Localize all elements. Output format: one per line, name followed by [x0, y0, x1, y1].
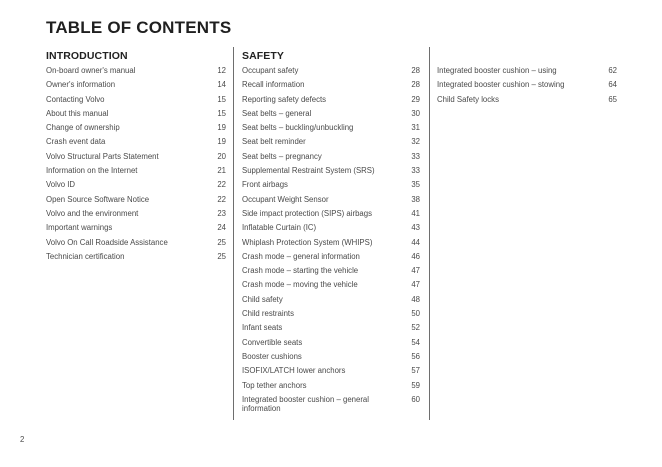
- toc-entry[interactable]: [242, 351, 420, 365]
- toc-entry-page: 29: [411, 94, 420, 104]
- toc-entry-title: Seat belts – buckling/unbuckling: [242, 123, 354, 133]
- toc-entry-page: 56: [411, 351, 420, 361]
- toc-entry-title: On-board owner's manual: [46, 66, 136, 75]
- toc-entry-title: Infant seats: [242, 323, 283, 333]
- toc-entry-title: Front airbags: [242, 180, 288, 190]
- toc-entry-title: Occupant safety: [242, 66, 299, 75]
- toc-entry[interactable]: [242, 380, 420, 394]
- toc-entry[interactable]: [242, 265, 420, 279]
- toc-entry[interactable]: [46, 122, 226, 136]
- toc-entry-title: Side impact protection (SIPS) airbags: [242, 208, 373, 218]
- toc-entry[interactable]: [46, 222, 226, 236]
- toc-entry-title: Child restraints: [242, 309, 294, 319]
- toc-entry[interactable]: [46, 151, 226, 165]
- column-divider: [233, 47, 234, 420]
- toc-entry-title: Supplemental Restraint System (SRS): [242, 166, 375, 176]
- toc-entry-title: Child Safety locks: [437, 94, 499, 104]
- toc-entry[interactable]: [242, 208, 420, 222]
- toc-entry-page: 19: [217, 137, 226, 147]
- toc-entry[interactable]: [242, 294, 420, 308]
- toc-entry-title: Seat belts – general: [242, 108, 312, 118]
- toc-entry-page: 25: [217, 251, 226, 261]
- toc-entry-title: Seat belts – pregnancy: [242, 151, 322, 161]
- toc-entry-page: 50: [411, 309, 420, 319]
- toc-entry[interactable]: [46, 251, 226, 265]
- toc-entry[interactable]: [242, 322, 420, 336]
- toc-entry[interactable]: [46, 108, 226, 122]
- toc-entry-page: 47: [411, 266, 420, 276]
- toc-entry-title: Volvo ID: [46, 180, 76, 190]
- toc-entry[interactable]: [437, 94, 617, 108]
- toc-entry-page: 44: [411, 237, 420, 247]
- toc-entry[interactable]: [437, 79, 617, 93]
- toc-entry-page: 60: [411, 394, 420, 404]
- toc-entry-page: 33: [411, 151, 420, 161]
- toc-entry[interactable]: [242, 165, 420, 179]
- toc-entry-title: About this manual: [46, 108, 109, 118]
- toc-entry-title: Whiplash Protection System (WHIPS): [242, 237, 373, 247]
- safety-section: [242, 47, 420, 414]
- toc-entry-page: 46: [411, 251, 420, 261]
- toc-entry-title: Top tether anchors: [242, 380, 307, 390]
- toc-entry-page: 62: [608, 66, 617, 75]
- toc-entry[interactable]: [242, 65, 420, 79]
- toc-entry-title: Child safety: [242, 294, 283, 304]
- toc-entry-title: Volvo On Call Roadside Assistance: [46, 237, 168, 247]
- toc-entry-title: Owner's information: [46, 80, 116, 90]
- toc-entry-page: 35: [411, 180, 420, 190]
- toc-entry-page: 23: [217, 208, 226, 218]
- toc-entry-page: 32: [411, 137, 420, 147]
- toc-entry-page: 48: [411, 294, 420, 304]
- toc-entry-page: 52: [411, 323, 420, 333]
- toc-entry[interactable]: [46, 136, 226, 150]
- toc-entry-page: 24: [217, 223, 226, 233]
- toc-entry-page: 57: [411, 366, 420, 376]
- toc-entry-title: Change of ownership: [46, 123, 120, 133]
- toc-entry[interactable]: [242, 237, 420, 251]
- toc-entry-page: 15: [217, 94, 226, 104]
- toc-entry[interactable]: [242, 179, 420, 193]
- toc-entry[interactable]: [242, 108, 420, 122]
- toc-entry[interactable]: [242, 136, 420, 150]
- toc-entry-page: 54: [411, 337, 420, 347]
- column-divider: [429, 47, 430, 420]
- toc-entry[interactable]: [46, 65, 226, 79]
- toc-entry[interactable]: [242, 251, 420, 265]
- toc-entry-title: Convertible seats: [242, 337, 303, 347]
- toc-entry-page: 33: [411, 166, 420, 176]
- toc-entry[interactable]: [437, 65, 617, 79]
- toc-entry[interactable]: [242, 94, 420, 108]
- toc-entry-page: 12: [217, 66, 226, 75]
- toc-entry-page: 31: [411, 123, 420, 133]
- toc-entry-title: Volvo Structural Parts Statement: [46, 151, 159, 161]
- toc-entry-page: 19: [217, 123, 226, 133]
- toc-entry-title: Open Source Software Notice: [46, 194, 150, 204]
- toc-entry-page: 14: [217, 80, 226, 90]
- toc-entry-page: 28: [411, 66, 420, 75]
- toc-entry[interactable]: [46, 79, 226, 93]
- toc-entry[interactable]: [242, 308, 420, 322]
- toc-entry-title: Crash mode – general information: [242, 251, 360, 261]
- toc-entry-title: Important warnings: [46, 223, 113, 233]
- toc-entry-title: Integrated booster cushion – using: [437, 66, 557, 75]
- toc-entry-page: 28: [411, 80, 420, 90]
- introduction-section: [46, 47, 226, 265]
- safety-heading: SAFETY: [242, 50, 285, 62]
- toc-entry[interactable]: [46, 165, 226, 179]
- safety-continued-list: [437, 65, 617, 108]
- introduction-heading: INTRODUCTION: [46, 50, 128, 62]
- toc-entry-page: 21: [217, 166, 226, 176]
- toc-entry-title: Inflatable Curtain (IC): [242, 223, 317, 233]
- toc-entry-page: 22: [217, 194, 226, 204]
- toc-entry-title: Booster cushions: [242, 351, 302, 361]
- toc-entry[interactable]: [242, 222, 420, 236]
- toc-entry-title: Technician certification: [46, 251, 125, 261]
- toc-entry[interactable]: [46, 208, 226, 222]
- toc-entry-title: Crash mode – moving the vehicle: [242, 280, 358, 290]
- toc-entry-page: 59: [411, 380, 420, 390]
- safety-continued-section: [437, 65, 617, 108]
- toc-entry[interactable]: [242, 151, 420, 165]
- toc-entry-title: Volvo and the environment: [46, 208, 139, 218]
- toc-entry[interactable]: [46, 94, 226, 108]
- toc-entry-page: 20: [217, 151, 226, 161]
- toc-entry-page: 47: [411, 280, 420, 290]
- toc-entry-page: 64: [608, 80, 617, 90]
- toc-entry[interactable]: [46, 237, 226, 251]
- toc-entry-page: 65: [608, 94, 617, 104]
- safety-list: [242, 65, 420, 414]
- introduction-list: [46, 65, 226, 265]
- toc-entry-title: Recall information: [242, 80, 305, 90]
- toc-entry-title: Crash mode – starting the vehicle: [242, 266, 359, 276]
- toc-entry-page: 30: [411, 108, 420, 118]
- toc-entry[interactable]: [242, 79, 420, 93]
- toc-entry[interactable]: [242, 365, 420, 379]
- toc-entry-page: 25: [217, 237, 226, 247]
- toc-entry-title: ISOFIX/LATCH lower anchors: [242, 366, 346, 376]
- toc-entry-page: 15: [217, 108, 226, 118]
- toc-entry-page: 38: [411, 194, 420, 204]
- page-title: TABLE OF CONTENTS: [46, 18, 232, 37]
- toc-entry[interactable]: [242, 337, 420, 351]
- toc-entry-title: Information on the Internet: [46, 166, 138, 176]
- toc-entry-title: Occupant Weight Sensor: [242, 194, 329, 204]
- toc-entry-title: Reporting safety defects: [242, 94, 327, 104]
- toc-entry[interactable]: [242, 279, 420, 293]
- page-number: 2: [20, 435, 25, 444]
- toc-entry-page: 22: [217, 180, 226, 190]
- toc-entry[interactable]: [242, 394, 420, 414]
- toc-entry-page: 41: [411, 208, 420, 218]
- toc-entry-title: Contacting Volvo: [46, 94, 105, 104]
- toc-entry[interactable]: [46, 179, 226, 193]
- toc-entry[interactable]: [242, 194, 420, 208]
- toc-entry[interactable]: [242, 122, 420, 136]
- toc-entry[interactable]: [46, 194, 226, 208]
- toc-entry-title: Integrated booster cushion – stowing: [437, 80, 565, 90]
- toc-entry-title: Seat belt reminder: [242, 137, 306, 147]
- toc-entry-title: Integrated booster cushion – general information: [242, 394, 370, 414]
- toc-entry-page: 43: [411, 223, 420, 233]
- toc-entry-title: Crash event data: [46, 137, 106, 147]
